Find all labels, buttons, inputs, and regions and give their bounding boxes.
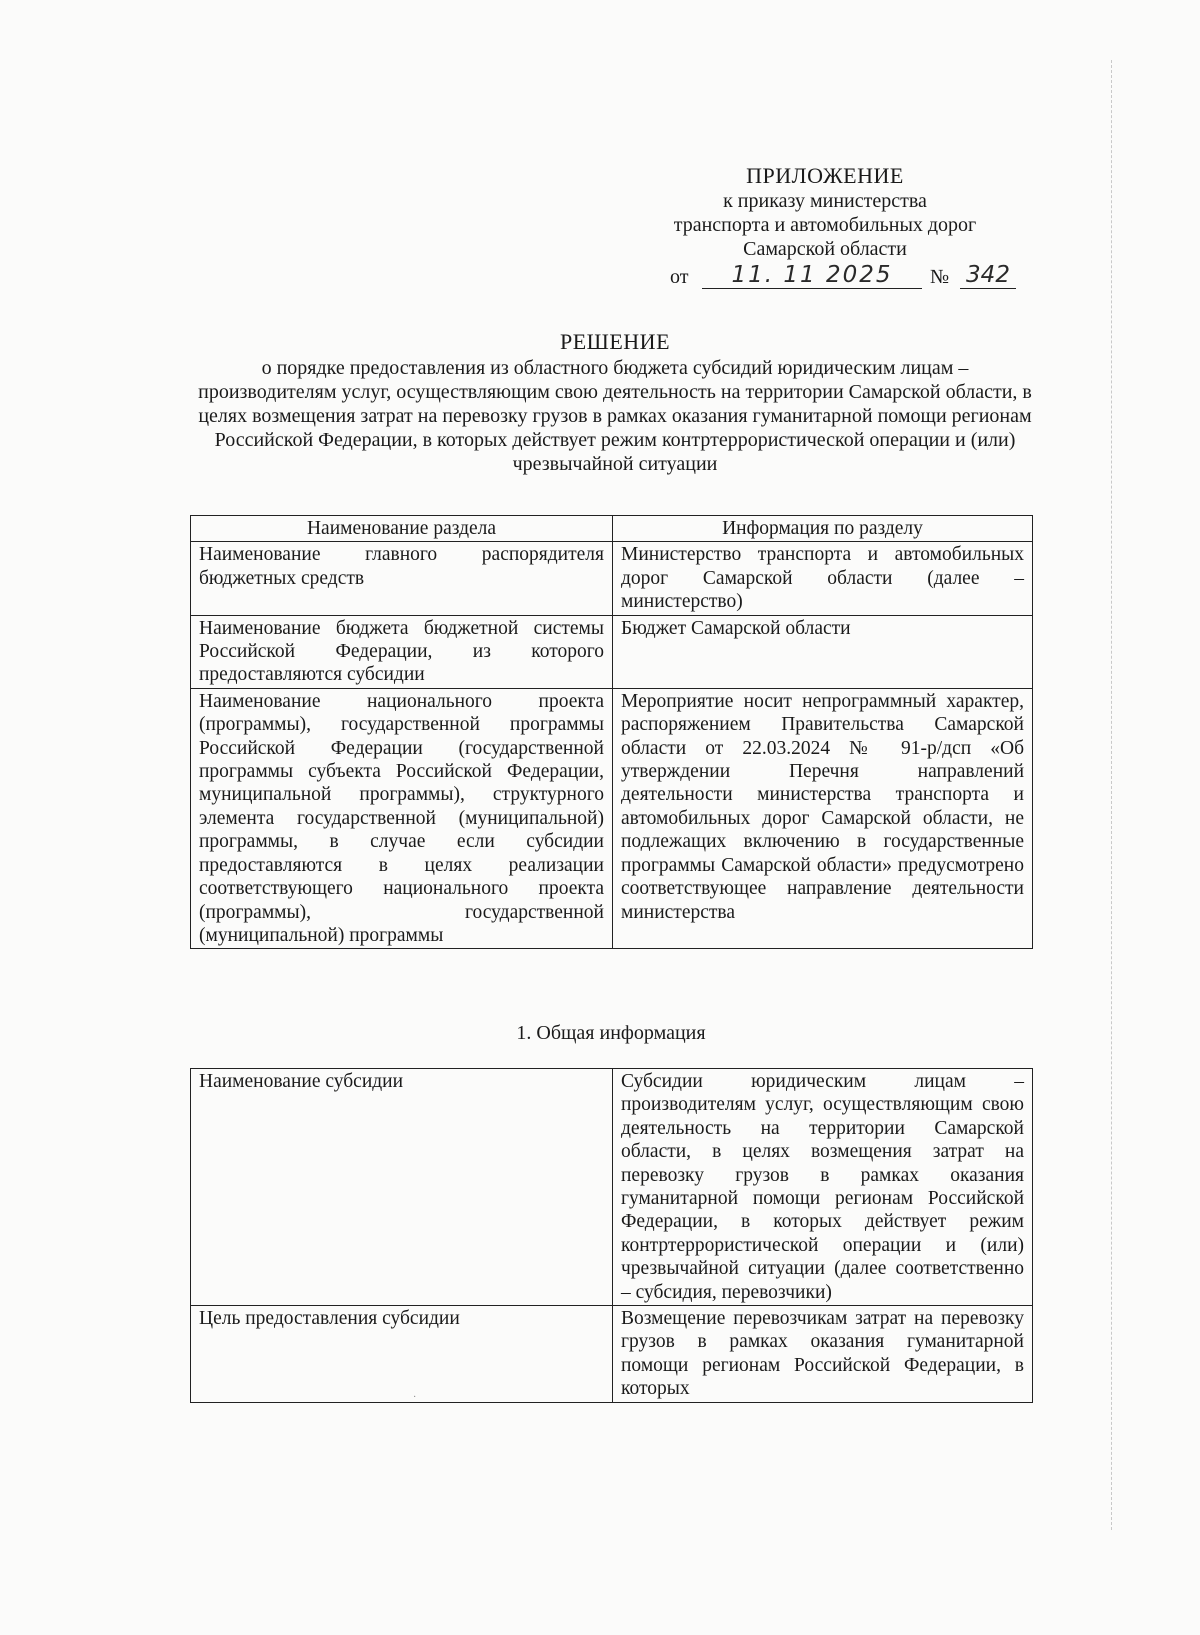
row-name-cell: Наименование субсидии — [191, 1069, 613, 1306]
from-label: от — [670, 266, 689, 288]
appendix-heading: ПРИЛОЖЕНИЕ — [746, 163, 904, 188]
appendix-line-2: транспорта и автомобильных дорог — [673, 214, 977, 236]
table-row — [191, 615, 1033, 688]
section-info-table — [190, 515, 1033, 949]
appendix-line-1: к приказу министерства — [723, 190, 927, 212]
row-info-cell: Возмещение перевозчикам затрат на перевозку грузов в рамках оказания гуманитарной помощи регионам Российской Федерации, в которых — [613, 1306, 1033, 1403]
row-name-cell: Наименование национального проекта (программы), государственной программы Российской Федерации (государственной программы субъекта Российской Федерации, муниципальной программы), структурного элемента государственной (муниципальной) программы, в случае если субсидии предоставляются в целях реализации соответствующего национального проекта (программы), государственной (муниципальной) программы — [191, 688, 613, 948]
row-name-cell: Цель предоставления субсидии — [191, 1306, 613, 1403]
order-date-handwritten: 11. 11 2025 — [702, 262, 922, 289]
row-info-cell: Министерство транспорта и автомобильных дорог Самарской области (далее – министерство) — [613, 542, 1033, 615]
scan-dot: · — [413, 1392, 417, 1403]
scan-edge-marks — [1111, 60, 1112, 1530]
general-info-table — [190, 1068, 1033, 1403]
table-row — [191, 542, 1033, 615]
appendix-header — [630, 163, 1020, 261]
column-header-section-info: Информация по разделу — [613, 516, 1033, 542]
decision-block — [190, 330, 1040, 476]
table-row — [191, 1306, 1033, 1403]
table-row — [191, 1069, 1033, 1306]
column-header-section-name: Наименование раздела — [191, 516, 613, 542]
table-header-row — [191, 516, 1033, 542]
row-info-cell: Мероприятие носит непрограммный характер, распоряжением Правительства Самарской области от 22.03.2024 № 91-р/дсп «Об утверждении Перечня направлений деятельности министерства транспорта и автомобильных дорог Самарской области, не подлежащих включению в государственные программы Самарской области» предусмотрено соответствующее направление деятельности министерства — [613, 688, 1033, 948]
decision-subtitle: о порядке предоставления из областного бюджета субсидий юридическим лицам – производителям услуг, осуществляющим свою деятельность на территории Самарской области, в целях возмещения затрат на перевозку грузов в рамках оказания гуманитарной помощи регионам Российской Федерации, в которых действует режим контртеррористической операции и (или) чрезвычайной ситуации — [198, 357, 1032, 475]
row-info-cell: Бюджет Самарской области — [613, 615, 1033, 688]
number-sign: № — [930, 266, 950, 288]
appendix-line-3: Самарской области — [743, 238, 907, 260]
order-number-handwritten: 342 — [960, 262, 1016, 289]
row-name-cell: Наименование бюджета бюджетной системы Российской Федерации, из которого предоставляются субсидии — [191, 615, 613, 688]
decision-heading: РЕШЕНИЕ — [559, 329, 671, 354]
order-date-number-row — [670, 262, 1020, 292]
section-title-general-info: 1. Общая информация — [516, 1022, 706, 1044]
table-row — [191, 688, 1033, 948]
row-name-cell: Наименование главного распорядителя бюджетных средств — [191, 542, 613, 615]
row-info-cell: Субсидии юридическим лицам – производителям услуг, осуществляющим свою деятельность на территории Самарской области, в целях возмещения затрат на перевозку грузов в рамках оказания гуманитарной помощи регионам Российской Федерации, в которых действует режим контртеррористической операции и (или) чрезвычайной ситуации (далее соответственно – субсидия, перевозчики) — [613, 1069, 1033, 1306]
